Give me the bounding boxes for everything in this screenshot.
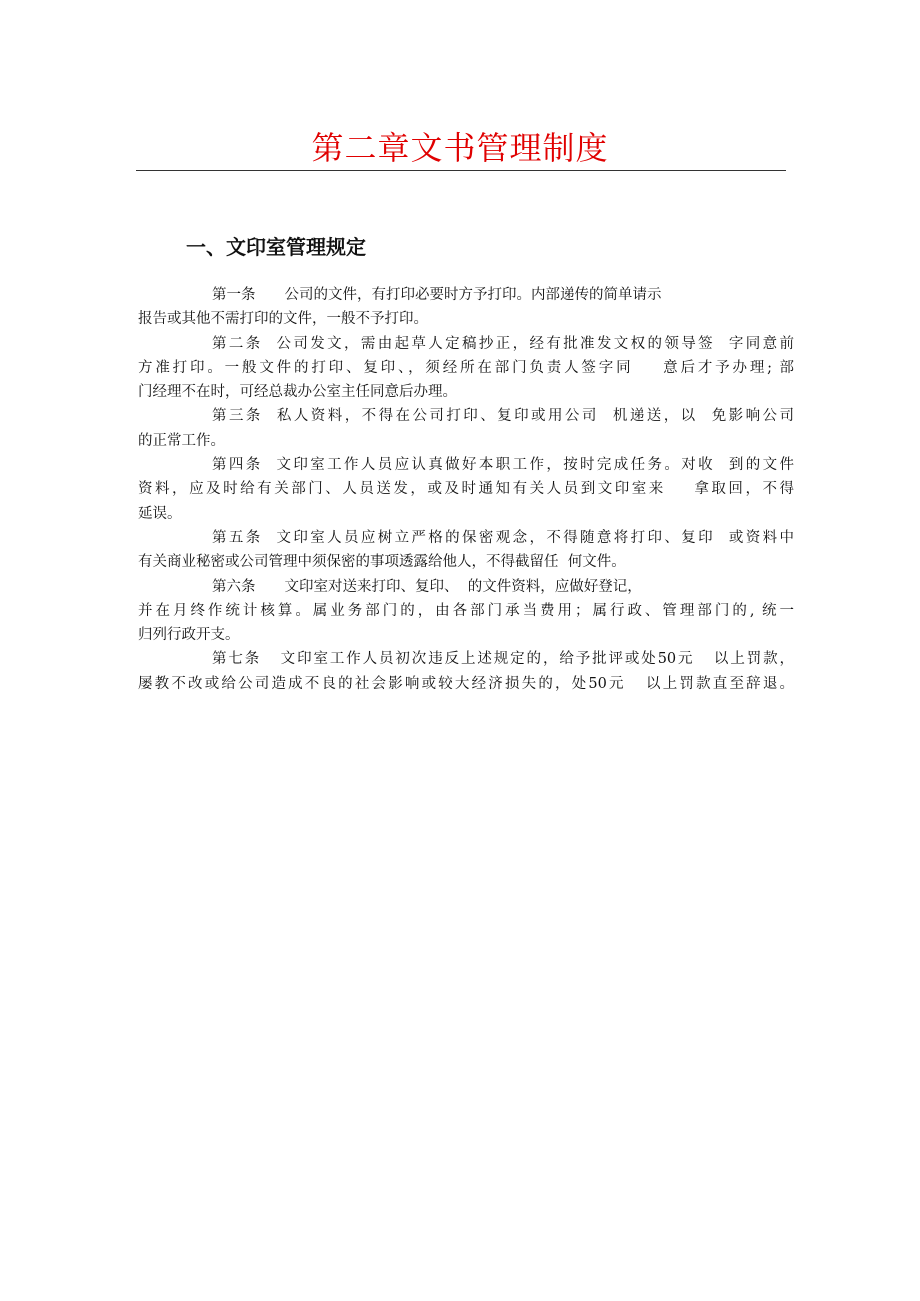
article-2-line-2: 方准打印。一般文件的打印、复印、，须经所在部门负责人签字同 意后才予办理; 部 bbox=[138, 359, 794, 376]
article-1-line-1: 第一条 公司的文件，有打印必要时方予打印。内部递传的简单请示 bbox=[212, 287, 662, 303]
document-body bbox=[138, 283, 794, 696]
article-5-line-2: 有关商业秘密或公司管理中须保密的事项透露给他人，不得截留任 何文件。 bbox=[138, 554, 626, 571]
title-divider bbox=[136, 170, 786, 171]
article-6-line-1: 第六条 文印室对送来打印、复印、 的文件资料，应做好登记， bbox=[212, 578, 642, 595]
document-title: 第二章文书管理制度 bbox=[311, 129, 609, 167]
section-heading: 一、文印室管理规定 bbox=[186, 235, 366, 259]
article-5-line-1: 第五条 文印室人员应树立严格的保密观念，不得随意将打印、复印 或资料中 bbox=[212, 529, 794, 546]
article-6-line-2: 并在月终作统计核算。属业务部门的，由各部门承当费用；属行政、管理部门的, 统一 bbox=[138, 602, 794, 619]
article-3-line-2: 的正常工作。 bbox=[138, 432, 225, 449]
article-2-line-1: 第二条 公司发文，需由起草人定稿抄正，经有批准发文权的领导签 字同意前 bbox=[212, 335, 794, 352]
article-4-line-3: 延误。 bbox=[138, 505, 182, 522]
article-1-line-2: 报告或其他不需打印的文件，一般不予打印。 bbox=[138, 311, 428, 328]
article-4-line-1: 第四条 文印室工作人员应认真做好本职工作，按时完成任务。对收 到的文件 bbox=[212, 457, 794, 474]
article-4-line-2: 资料，应及时给有关部门、人员送发，或及时通知有关人员到文印室来 拿取回，不得 bbox=[138, 481, 794, 498]
article-7-line-2: 屡教不改或给公司造成不良的社会影响或较大经济损失的，处50元 以上罚款直至辞退。 bbox=[138, 675, 794, 692]
article-7-line-1: 第七条 文印室工作人员初次违反上述规定的，给予批评或处50元 以上罚款， bbox=[212, 651, 794, 668]
article-6-line-3: 归列行政开支。 bbox=[138, 627, 240, 644]
article-3-line-1: 第三条 私人资料，不得在公司打印、复印或用公司 机递送，以 免影响公司 bbox=[212, 408, 794, 425]
article-2-line-3: 门经理不在时，可经总裁办公室主任同意后办理。 bbox=[138, 384, 457, 401]
